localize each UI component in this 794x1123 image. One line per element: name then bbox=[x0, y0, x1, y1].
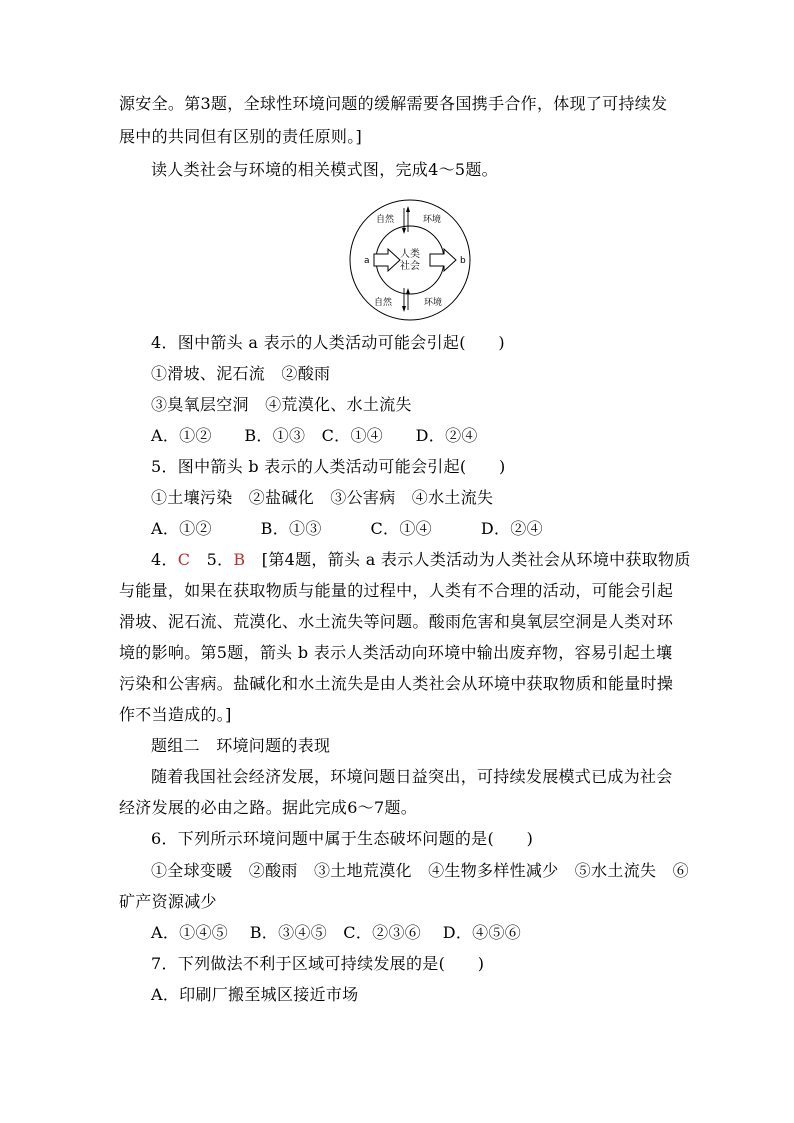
group2-intro-2: 经济发展的必由之路。据此完成6～7题。 bbox=[119, 798, 418, 817]
q6-options-1: ①全球变暖 ②酸雨 ③土地荒漠化 ④生物多样性减少 ⑤水土流失 ⑥ bbox=[151, 861, 689, 880]
q4-choices: A．①② B．①③ C．①④ D．②④ bbox=[151, 426, 478, 445]
q5-options: ①土壤污染 ②盐碱化 ③公害病 ④水土流失 bbox=[151, 488, 494, 507]
answer-45-line-3: 滑坡、泥石流、荒漠化、水土流失等问题。酸雨危害和臭氧层空洞是人类对环 bbox=[119, 612, 674, 631]
arrow-a-shape bbox=[374, 249, 400, 271]
label-bottom-right: 环境 bbox=[424, 298, 443, 308]
q6-options-2: 矿产资源减少 bbox=[119, 892, 217, 911]
intro-line-2: 展中的共同但有区别的责任原则。] bbox=[119, 127, 363, 146]
q4-options-2: ③臭氧层空洞 ④荒漠化、水土流失 bbox=[151, 395, 412, 414]
answer-45-line-6: 作不当造成的。] bbox=[119, 705, 232, 724]
answer-45-line-1 bbox=[151, 550, 691, 570]
q6-choices: A．①④⑤ B．③④⑤ C．②③⑥ D．④⑤⑥ bbox=[151, 923, 522, 942]
label-top-right: 环境 bbox=[423, 215, 442, 225]
q7-stem: 7．下列做法不利于区域可持续发展的是( ) bbox=[151, 954, 485, 973]
label-center-1: 人类 bbox=[400, 249, 420, 260]
q5-choices: A．①② B．①③ C．①④ D．②④ bbox=[151, 519, 543, 538]
q5-stem: 5．图中箭头 b 表示的人类活动可能会引起( ) bbox=[151, 457, 506, 476]
label-arrow-b: b bbox=[460, 256, 466, 266]
q5-answer: B bbox=[233, 550, 246, 569]
q4-stem: 4．图中箭头 a 表示的人类活动可能会引起( ) bbox=[151, 333, 505, 352]
answer-45-line-4: 境的影响。第5题，箭头 b 表示人类活动向环境中输出废弃物，容易引起土壤 bbox=[119, 643, 673, 662]
q4-options-1: ①滑坡、泥石流 ②酸雨 bbox=[151, 364, 331, 383]
group2-title: 题组二 环境问题的表现 bbox=[151, 736, 331, 755]
answer-45-line-2: 与能量，如果在获取物质与能量的过程中，人类有不合理的活动，可能会引起 bbox=[119, 581, 674, 600]
read-prompt: 读人类社会与环境的相关模式图，完成4～5题。 bbox=[151, 160, 498, 179]
q4-answer: C bbox=[177, 550, 191, 569]
human-society-environment-diagram bbox=[348, 198, 472, 322]
q4-answer-label: 4． bbox=[151, 550, 178, 569]
label-top-left: 自然 bbox=[376, 215, 395, 225]
q5-answer-label: 5． bbox=[190, 550, 234, 569]
q7-option-a: A．印刷厂搬至城区接近市场 bbox=[151, 985, 359, 1004]
intro-line-1: 源安全。第3题，全球性环境问题的缓解需要各国携手合作，体现了可持续发 bbox=[119, 94, 668, 113]
group2-intro-1: 随着我国社会经济发展，环境问题日益突出，可持续发展模式已成为社会 bbox=[151, 767, 673, 786]
answer-45-explanation-start: [第4题，箭头 a 表示人类活动为人类社会从环境中获取物质 bbox=[245, 550, 691, 569]
answer-45-line-5: 污染和公害病。盐碱化和水土流失是由人类社会从环境中获取物质和能量时操 bbox=[119, 674, 674, 693]
label-bottom-left: 自然 bbox=[374, 298, 393, 308]
label-arrow-a: a bbox=[364, 256, 370, 266]
q6-stem: 6．下列所示环境问题中属于生态破坏问题的是( ) bbox=[151, 829, 534, 848]
label-center-2: 社会 bbox=[400, 261, 420, 272]
